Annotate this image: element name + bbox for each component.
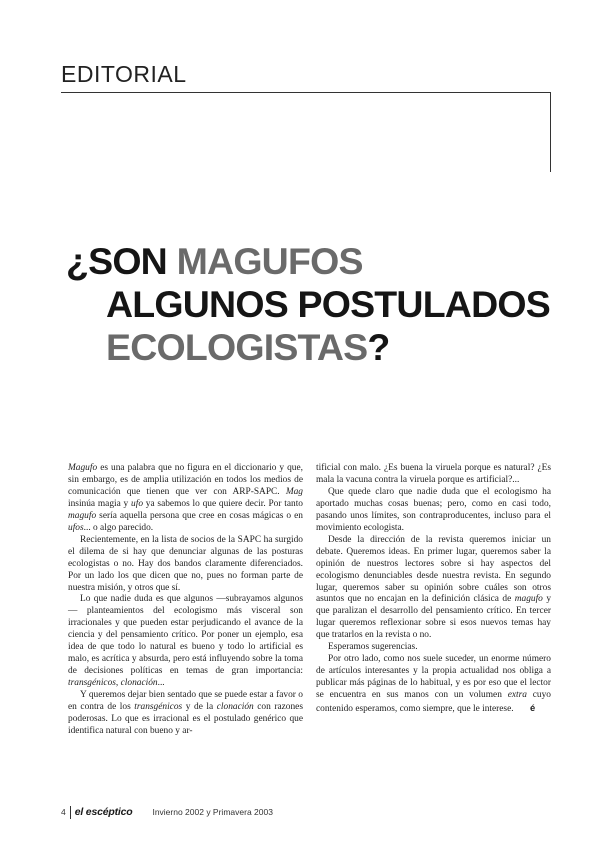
headline-line-2: ALGUNOS POSTULADOS: [106, 283, 550, 325]
section-label: EDITORIAL: [61, 61, 187, 87]
text-run: sería aquella persona que cree en cosas mágicas o en: [96, 510, 303, 521]
text-run: Por otro lado, como nos suele suceder, un enorme número de artículos interesantes y la propia actualidad nos obliga a publicar más páginas de lo habitual, y es por eso que el lector se encuentra en sus manos con un volumen: [316, 654, 551, 701]
italic-term: ufo: [131, 498, 144, 509]
italic-term: extra: [507, 690, 527, 701]
text-run: con razones poderosas. Lo que es irracional es el postulado genérico que identifica natural con bueno y ar-: [68, 702, 303, 736]
text-run: Recientemente, en la lista de socios de la SAPC ha surgido el dilema de si hay que denunciar algunas de las posturas ecologistas o no. Hay dos bandos claramente diferenciados. Por un lado los que dicen que no, pues no forman parte de nuestra misión, y otros que sí.: [68, 534, 303, 593]
page-footer: [61, 805, 273, 819]
headline-line-1: [66, 240, 550, 283]
paragraph-text: [316, 654, 551, 714]
paragraph: [316, 463, 551, 487]
paragraph: [68, 690, 303, 738]
end-mark-icon: é: [529, 702, 536, 714]
italic-term: transgénicos: [134, 702, 183, 713]
footer-divider: [70, 806, 71, 819]
text-run: insinúa magia y: [68, 498, 132, 509]
text-run: cuyo contenido esperamos, como siempre, que le interese.: [316, 690, 551, 715]
italic-term: magufo: [68, 510, 97, 521]
text-run: y de la: [182, 702, 217, 713]
text-run: ...: [157, 678, 165, 689]
headline: [66, 240, 550, 369]
paragraph: [316, 642, 551, 654]
paragraph: [68, 535, 303, 595]
italic-term: clonación: [120, 678, 158, 689]
headline-part-highlight: MAGUFOS: [176, 240, 363, 282]
magazine-brand: el escéptico: [74, 806, 133, 818]
italic-term: ufos: [68, 522, 84, 533]
text-run: Esperamos sugerencias.: [328, 642, 418, 653]
paragraph: [316, 654, 551, 716]
text-run: Que quede claro que nadie duda que el ecologismo ha aportado muchas cosas buenas; pero, como en casi todo, pasando unos límites, son contraproducentes, incluso para el movimiento ecologista.: [316, 486, 551, 533]
italic-term: Magufo: [68, 463, 98, 473]
header-rule-vertical: [550, 92, 551, 172]
italic-term: clonación: [216, 702, 254, 713]
headline-part: ?: [367, 326, 390, 368]
text-run: ya sabemos lo que quiere decir. Por tanto: [143, 498, 303, 509]
headline-part-highlight: ECOLOGISTAS: [106, 326, 368, 368]
text-run: Lo que nadie duda es que algunos —subrayamos algunos— planteamientos del ecologismo más visceral son irracionales y que pueden estar perjudicando el avance de la ciencia y del pensamiento crítico. Por poner un ejemplo, esa idea de que todo lo natural es bueno y todo lo artificial es malo, es acrítica y absurda, pero está influyendo sobre la toma de decisiones políticas en temas de gran importancia:: [68, 594, 303, 677]
paragraph: [316, 535, 551, 643]
text-run: tificial con malo. ¿Es buena la viruela porque es natural? ¿Es mala la vacuna contra la viruela porque es artificial?...: [316, 463, 551, 485]
paragraph: [68, 463, 303, 535]
paragraph: [68, 594, 303, 690]
header-rule: [61, 92, 551, 93]
article-column-right: [316, 463, 551, 716]
italic-term: transgénicos: [68, 678, 116, 689]
text-run: Y queremos dejar bien sentado que se puede estar a favor o en contra de los: [68, 690, 303, 713]
text-run: es una palabra que no figura en el diccionario y que, sin embargo, es de amplia utilización en todos los medios de comunicación que tienen que ver con ARP-SAPC.: [68, 463, 303, 497]
page-number: 4: [61, 807, 66, 817]
italic-term: Mag: [285, 486, 303, 497]
article-column-left: [68, 463, 303, 738]
text-run: Desde la dirección de la revista queremos iniciar un debate. Queremos ideas. En primer lugar, queremos saber la opinión de nuestros lectores sobre si hay aspectos del ecologismo denunciables desde nuestra revista. En segundo lugar, queremos saber su opinión sobre cuáles son otros asuntos que no encajan en la definición clásica de: [316, 534, 551, 605]
italic-term: magufo: [514, 594, 543, 605]
headline-part: ¿SON: [66, 240, 177, 282]
headline-line-3: [66, 326, 550, 369]
paragraph: [316, 487, 551, 535]
text-run: ... o algo parecido.: [83, 522, 154, 533]
text-run: y que paralizan el desarrollo del pensamiento crítico. En tercer lugar queremos reflexionar sobre si esos nuevos temas hay que tratarlos en la revista o no.: [316, 594, 552, 641]
issue-date: Invierno 2002 y Primavera 2003: [152, 807, 273, 817]
text-run: ,: [115, 678, 121, 689]
